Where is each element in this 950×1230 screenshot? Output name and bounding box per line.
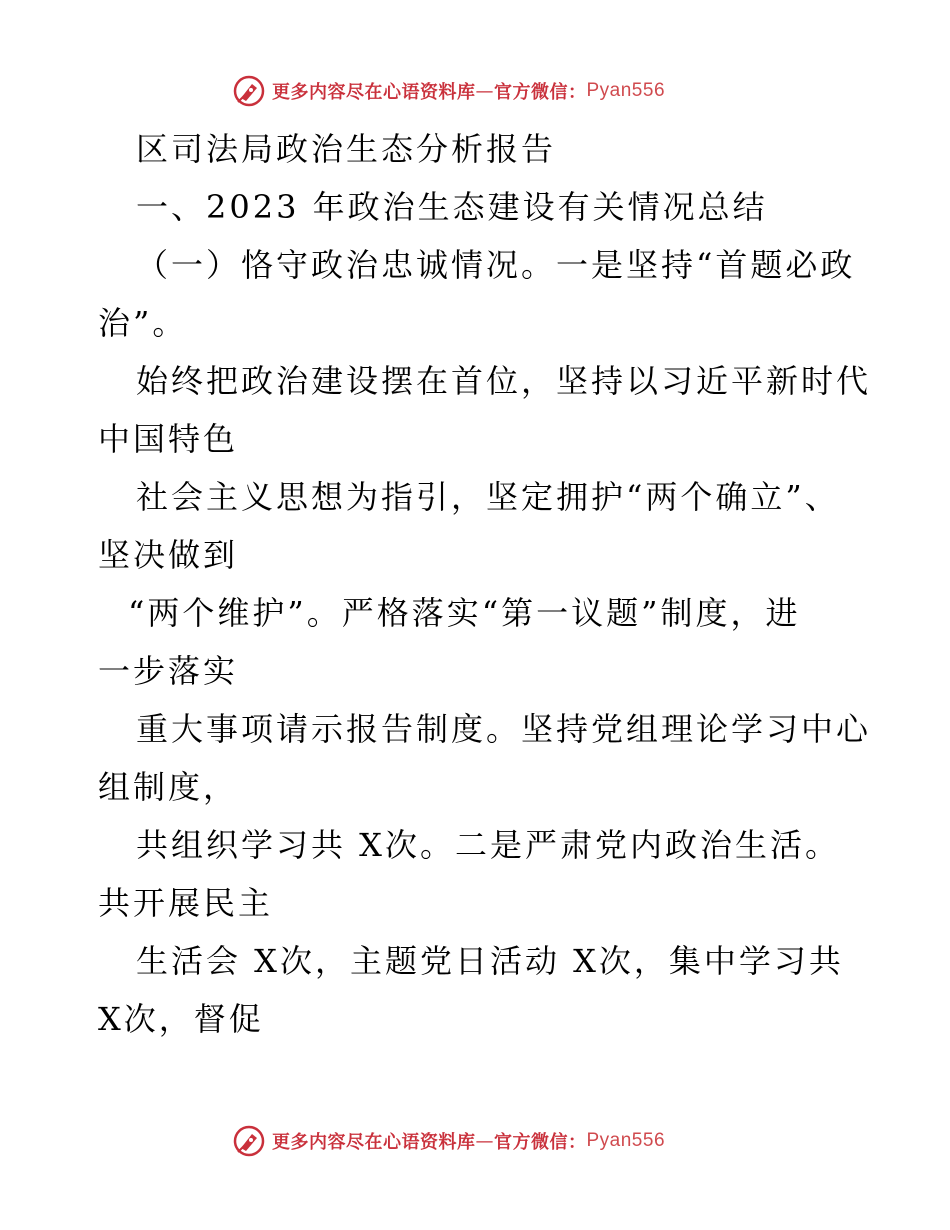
header-watermark [232,73,665,109]
body-line: 生活会 X次，主题党日活动 X次，集中学习共 [136,942,844,980]
footer-watermark [232,1123,665,1159]
watermark-main-text: 更多内容尽在心语资料库 [272,1132,476,1153]
document-title: 区司法局政治生态分析报告 [136,130,557,168]
body-line: 共组织学习共 X次。二是严肃党内政治生活。 [136,826,840,864]
pen-nib-logo-icon [232,1124,266,1158]
watermark-wechat-label: 官方微信： [494,1132,587,1153]
body-line: 治”。 [98,304,188,342]
body-line: 社会主义思想为指引，坚定拥护“两个确立”、 [136,478,840,516]
body-line: 一步落实 [98,652,239,690]
body-line: 始终把政治建设摆在首位，坚持以习近平新时代 [136,362,872,400]
body-line: （一）恪守政治忠诚情况。一是坚持“首题必政 [136,246,856,284]
section-heading: 一、2023 年政治生态建设有关情况总结 [136,188,768,226]
pen-nib-logo-icon [232,74,266,108]
body-line: 共开展民主 [98,884,274,922]
watermark-wechat-label: 官方微信： [494,82,587,103]
body-line: “两个维护”。严格落实“第一议题”制度，进 [128,594,801,632]
watermark-wechat-id: Pyan556 [586,80,666,101]
watermark-separator: — [475,80,494,102]
watermark-separator: — [475,1130,494,1152]
watermark-wechat-id: Pyan556 [586,1130,666,1151]
watermark-main-text: 更多内容尽在心语资料库 [272,82,476,103]
body-line: 坚决做到 [98,536,239,574]
body-line: X次，督促 [98,1000,264,1038]
body-line: 重大事项请示报告制度。坚持党组理论学习中心 [136,710,872,748]
body-line: 组制度， [98,768,239,806]
body-line: 中国特色 [98,420,239,458]
